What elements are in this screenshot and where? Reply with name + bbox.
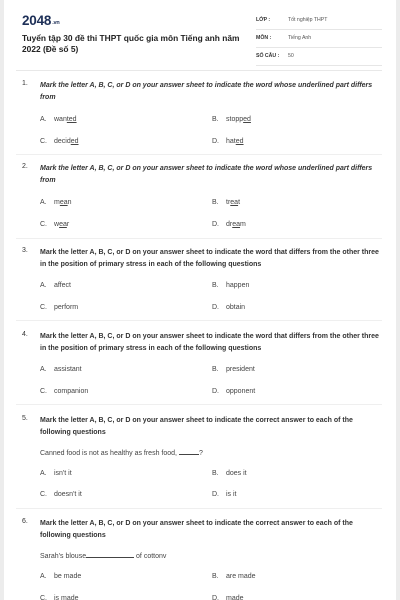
option-letter: C. [40, 388, 47, 395]
option-text: affect [54, 282, 71, 289]
option-text: stopp [226, 116, 244, 123]
question-text: Mark the letter A, B, C, or D on your answer sheet to indicate the word whose underlined part differs from [40, 165, 373, 184]
meta-label: MÔN : [256, 35, 272, 41]
option-c[interactable] [40, 304, 78, 311]
option-letter: B. [212, 470, 219, 477]
option-letter: A. [40, 470, 47, 477]
option-d[interactable] [212, 595, 244, 600]
option-text: m [240, 221, 246, 228]
exam-sheet [4, 0, 396, 600]
header-divider [16, 70, 382, 71]
option-underlined: ea [232, 221, 241, 228]
option-d[interactable] [212, 388, 255, 395]
option-b[interactable] [212, 282, 249, 289]
option-a[interactable] [40, 199, 72, 206]
option-text: m [54, 199, 60, 206]
option-text: wan [54, 116, 67, 123]
option-d[interactable] [212, 304, 245, 311]
meta-value: 50 [288, 53, 294, 59]
option-underlined: ed [235, 138, 244, 145]
option-text: hat [226, 138, 236, 145]
sentence-text: Canned food is not as healthy as fresh food, [40, 450, 179, 457]
option-text: assistant [54, 366, 82, 373]
option-letter: A. [40, 366, 47, 373]
question-divider [16, 508, 382, 509]
option-text: isn't it [54, 470, 72, 477]
option-letter: D. [212, 595, 219, 600]
meta-value: Tiếng Anh [288, 35, 312, 41]
option-a[interactable] [40, 282, 71, 289]
option-text: obtain [226, 304, 246, 311]
meta-row-class [256, 14, 382, 30]
option-underlined: ea [230, 199, 239, 206]
option-b[interactable] [212, 199, 240, 206]
option-letter: A. [40, 199, 47, 206]
question-number: 1. [22, 80, 28, 87]
option-letter: A. [40, 282, 47, 289]
sentence-text: Sarah's blouse [40, 553, 87, 560]
question-text: Mark the letter A, B, C, or D on your answer sheet to indicate the word that differs from the other three in the position of primary stress in each of the following questions [40, 249, 379, 268]
option-text: happen [226, 282, 250, 289]
meta-row-subject [256, 32, 382, 48]
option-letter: D. [212, 491, 219, 498]
option-text: t [238, 199, 241, 206]
option-letter: B. [212, 199, 219, 206]
option-letter: B. [212, 573, 219, 580]
option-b[interactable] [212, 366, 255, 373]
option-letter: A. [40, 573, 47, 580]
option-a[interactable] [40, 116, 77, 123]
answer-blank [86, 551, 134, 558]
question-sentence [40, 551, 166, 560]
option-a[interactable] [40, 470, 72, 477]
option-underlined: ed [70, 138, 79, 145]
answer-blank [179, 448, 199, 455]
option-text: does it [226, 470, 247, 477]
option-text: made [226, 595, 244, 600]
option-text: w [54, 221, 60, 228]
question-text: Mark the letter A, B, C, or D on your answer sheet to indicate the word that differs from the other three in the position of primary stress in each of the following questions [40, 333, 379, 352]
option-b[interactable] [212, 116, 251, 123]
option-c[interactable] [40, 491, 82, 498]
logo-main: 2048 [22, 13, 52, 28]
question-number: 2. [22, 163, 28, 170]
option-text: n [67, 199, 72, 206]
question-sentence [40, 448, 203, 457]
option-d[interactable] [212, 491, 237, 498]
option-text: doesn't it [54, 491, 82, 498]
meta-value: Tốt nghiệp THPT [288, 17, 328, 23]
option-letter: D. [212, 304, 219, 311]
option-letter: B. [212, 366, 219, 373]
logo-tail: .vn [52, 20, 60, 26]
meta-label: SỐ CÂU : [256, 53, 280, 59]
option-text: is it [226, 491, 237, 498]
option-letter: C. [40, 491, 47, 498]
sentence-text: of cottonv [134, 553, 167, 560]
option-underlined: ea [59, 199, 68, 206]
option-text: decid [54, 138, 71, 145]
option-b[interactable] [212, 470, 247, 477]
option-underlined: ea [59, 221, 67, 228]
option-letter: A. [40, 116, 47, 123]
option-text: opponent [226, 388, 256, 395]
question-number: 5. [22, 415, 28, 422]
question-text: Mark the letter A, B, C, or D on your answer sheet to indicate the correct answer to each of the following questions [40, 520, 353, 539]
option-text: tr [226, 199, 231, 206]
option-letter: D. [212, 221, 219, 228]
option-text: president [226, 366, 255, 373]
meta-row-count [256, 50, 382, 66]
option-d[interactable] [212, 138, 244, 145]
option-text: be made [54, 573, 82, 580]
option-letter: B. [212, 282, 219, 289]
option-d[interactable] [212, 221, 246, 228]
option-letter: C. [40, 304, 47, 311]
option-c[interactable] [40, 221, 69, 228]
option-letter: C. [40, 138, 47, 145]
option-text: is made [54, 595, 79, 600]
question-number: 6. [22, 518, 28, 525]
header [4, 0, 396, 66]
option-text: dr [226, 221, 233, 228]
question-text: Mark the letter A, B, C, or D on your answer sheet to indicate the word whose underlined part differs from [40, 82, 373, 101]
option-text: perform [54, 304, 79, 311]
option-b[interactable] [212, 573, 256, 580]
document-meta [256, 14, 382, 68]
option-text: r [66, 221, 70, 228]
question-divider [16, 404, 382, 405]
option-letter: B. [212, 116, 219, 123]
option-text: are made [226, 573, 256, 580]
option-c[interactable] [40, 138, 79, 145]
question-divider [16, 238, 382, 239]
sentence-text: ? [198, 450, 203, 457]
option-letter: D. [212, 388, 219, 395]
question-divider [16, 320, 382, 321]
option-letter: D. [212, 138, 219, 145]
option-letter: C. [40, 221, 47, 228]
question-number: 4. [22, 331, 28, 338]
option-underlined: ted [66, 116, 77, 123]
option-text: companion [54, 388, 89, 395]
meta-label: LỚP : [256, 17, 271, 23]
option-letter: C. [40, 595, 47, 600]
option-a[interactable] [40, 573, 81, 580]
question-divider [16, 154, 382, 155]
site-logo[interactable] [22, 13, 60, 28]
option-underlined: ed [243, 116, 251, 123]
option-c[interactable] [40, 595, 79, 600]
question-number: 3. [22, 247, 28, 254]
option-c[interactable] [40, 388, 88, 395]
option-a[interactable] [40, 366, 82, 373]
document-title: Tuyển tập 30 đề thi THPT quốc gia môn Tiếng anh năm 2022 (Đề số 5) [22, 33, 240, 54]
question-text: Mark the letter A, B, C, or D on your answer sheet to indicate the correct answer to each of the following questions [40, 417, 353, 436]
